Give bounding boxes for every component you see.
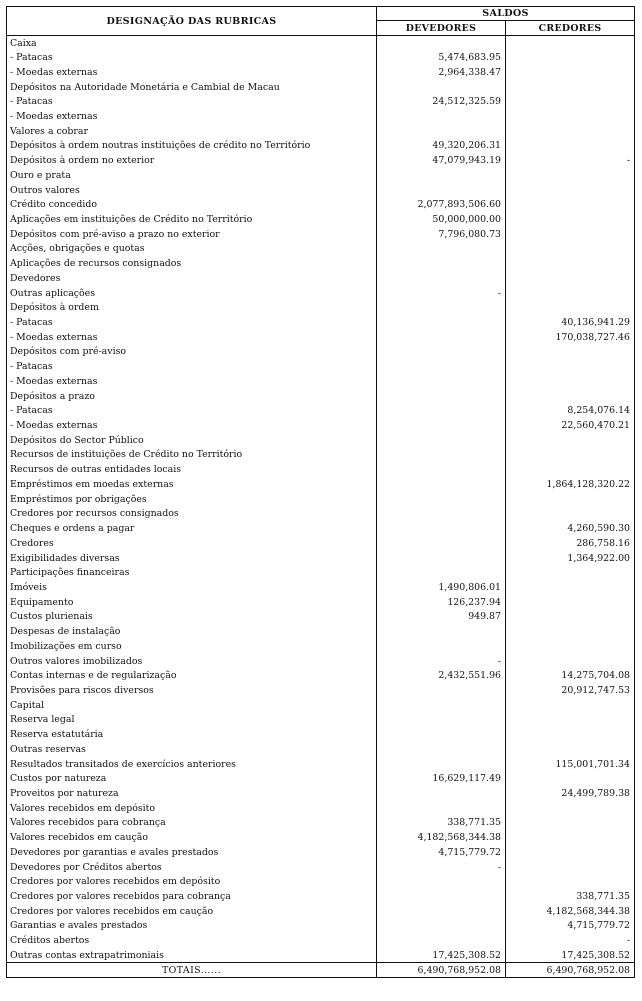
row-devedores: 50,000,000.00 xyxy=(377,212,506,227)
row-devedores xyxy=(377,256,506,271)
row-label: Provisões para riscos diversos xyxy=(7,683,377,698)
row-devedores: 47,079,943.19 xyxy=(377,153,506,168)
table-row xyxy=(7,654,635,669)
row-devedores xyxy=(377,551,506,566)
row-label: Resultados transitados de exercícios anteriores xyxy=(7,757,377,772)
row-credores xyxy=(506,727,635,742)
row-devedores: 24,512,325.59 xyxy=(377,94,506,109)
row-devedores xyxy=(377,536,506,551)
row-devedores: 17,425,308.52 xyxy=(377,948,506,963)
row-credores: 22,560,470.21 xyxy=(506,418,635,433)
row-devedores xyxy=(377,300,506,315)
row-label: Equipamento xyxy=(7,595,377,610)
row-devedores: 949.87 xyxy=(377,610,506,625)
row-credores xyxy=(506,36,635,51)
row-label: Depósitos na Autoridade Monetária e Cambial de Macau xyxy=(7,80,377,95)
table-row xyxy=(7,771,635,786)
table-row xyxy=(7,816,635,831)
row-label: - Moedas externas xyxy=(7,109,377,124)
row-label: - Patacas xyxy=(7,315,377,330)
row-credores xyxy=(506,227,635,242)
table-row xyxy=(7,727,635,742)
row-credores: 115,001,701.34 xyxy=(506,757,635,772)
balance-sheet-document xyxy=(6,6,634,978)
row-credores xyxy=(506,65,635,80)
row-credores xyxy=(506,565,635,580)
row-credores: 20,912,747.53 xyxy=(506,683,635,698)
row-devedores: - xyxy=(377,860,506,875)
row-label: Empréstimos por obrigações xyxy=(7,492,377,507)
row-credores xyxy=(506,874,635,889)
row-devedores: 5,474,683.95 xyxy=(377,50,506,65)
row-credores: 14,275,704.08 xyxy=(506,668,635,683)
row-credores xyxy=(506,742,635,757)
row-credores xyxy=(506,197,635,212)
row-devedores xyxy=(377,639,506,654)
row-label: Recursos de instituições de Crédito no Território xyxy=(7,448,377,463)
row-credores: 286,758.16 xyxy=(506,536,635,551)
row-devedores xyxy=(377,742,506,757)
row-label: Depósitos à ordem xyxy=(7,300,377,315)
table-row xyxy=(7,713,635,728)
row-credores xyxy=(506,507,635,522)
row-label: Recursos de outras entidades locais xyxy=(7,462,377,477)
totals-label: TOTAIS...... xyxy=(7,963,377,978)
row-credores xyxy=(506,109,635,124)
table-row xyxy=(7,845,635,860)
row-credores: 8,254,076.14 xyxy=(506,403,635,418)
row-devedores xyxy=(377,389,506,404)
row-devedores xyxy=(377,904,506,919)
table-row xyxy=(7,65,635,80)
row-devedores xyxy=(377,168,506,183)
row-credores xyxy=(506,713,635,728)
table-row xyxy=(7,742,635,757)
row-credores xyxy=(506,256,635,271)
row-devedores xyxy=(377,683,506,698)
table-row xyxy=(7,212,635,227)
row-credores xyxy=(506,183,635,198)
row-devedores: - xyxy=(377,286,506,301)
row-devedores xyxy=(377,933,506,948)
row-devedores: - xyxy=(377,654,506,669)
header-credores: CREDORES xyxy=(506,21,635,36)
row-devedores: 7,796,080.73 xyxy=(377,227,506,242)
row-label: Depósitos com pré-aviso xyxy=(7,345,377,360)
row-devedores xyxy=(377,448,506,463)
row-devedores xyxy=(377,507,506,522)
table-row xyxy=(7,183,635,198)
table-row xyxy=(7,786,635,801)
row-devedores xyxy=(377,124,506,139)
row-credores xyxy=(506,771,635,786)
row-credores xyxy=(506,124,635,139)
table-row xyxy=(7,624,635,639)
row-credores: 24,499,789.38 xyxy=(506,786,635,801)
row-credores xyxy=(506,94,635,109)
row-devedores: 4,715,779.72 xyxy=(377,845,506,860)
table-row xyxy=(7,860,635,875)
row-credores xyxy=(506,212,635,227)
row-devedores: 338,771.35 xyxy=(377,816,506,831)
row-credores xyxy=(506,801,635,816)
table-row xyxy=(7,698,635,713)
table-row xyxy=(7,448,635,463)
row-label: - Patacas xyxy=(7,94,377,109)
row-credores xyxy=(506,359,635,374)
row-label: Outras reservas xyxy=(7,742,377,757)
table-row xyxy=(7,109,635,124)
row-credores xyxy=(506,610,635,625)
row-label: Contas internas e de regularização xyxy=(7,668,377,683)
row-credores xyxy=(506,816,635,831)
table-row xyxy=(7,830,635,845)
table-row xyxy=(7,595,635,610)
row-credores xyxy=(506,845,635,860)
row-devedores: 126,237.94 xyxy=(377,595,506,610)
table-row xyxy=(7,286,635,301)
row-label: Devedores por garantias e avales prestados xyxy=(7,845,377,860)
row-credores: 17,425,308.52 xyxy=(506,948,635,963)
row-label: - Patacas xyxy=(7,403,377,418)
row-devedores xyxy=(377,36,506,51)
table-row xyxy=(7,153,635,168)
row-devedores xyxy=(377,433,506,448)
header-designacao: DESIGNAÇÃO DAS RUBRICAS xyxy=(7,7,377,36)
table-row xyxy=(7,124,635,139)
row-devedores: 4,182,568,344.38 xyxy=(377,830,506,845)
row-credores xyxy=(506,168,635,183)
row-label: Depósitos à ordem no exterior xyxy=(7,153,377,168)
row-label: Ouro e prata xyxy=(7,168,377,183)
table-row xyxy=(7,345,635,360)
row-label: Valores recebidos em depósito xyxy=(7,801,377,816)
table-row xyxy=(7,521,635,536)
table-row xyxy=(7,330,635,345)
row-label: Imóveis xyxy=(7,580,377,595)
table-row xyxy=(7,271,635,286)
table-row xyxy=(7,36,635,51)
row-devedores xyxy=(377,727,506,742)
totals-row xyxy=(7,963,635,978)
row-credores xyxy=(506,271,635,286)
row-label: Depósitos do Sector Público xyxy=(7,433,377,448)
row-credores xyxy=(506,448,635,463)
row-label: Aplicações de recursos consignados xyxy=(7,256,377,271)
row-devedores xyxy=(377,315,506,330)
row-credores: 4,182,568,344.38 xyxy=(506,904,635,919)
table-row xyxy=(7,477,635,492)
row-devedores xyxy=(377,889,506,904)
row-label: Outras aplicações xyxy=(7,286,377,301)
row-devedores xyxy=(377,698,506,713)
row-devedores xyxy=(377,492,506,507)
row-label: Devedores por Créditos abertos xyxy=(7,860,377,875)
row-devedores xyxy=(377,462,506,477)
table-row xyxy=(7,933,635,948)
row-devedores: 2,964,338.47 xyxy=(377,65,506,80)
totals-credores: 6,490,768,952.08 xyxy=(506,963,635,978)
table-row xyxy=(7,757,635,772)
row-label: Garantias e avales prestados xyxy=(7,919,377,934)
row-devedores xyxy=(377,477,506,492)
table-row xyxy=(7,315,635,330)
table-row xyxy=(7,536,635,551)
row-label: Custos plurienais xyxy=(7,610,377,625)
row-label: Devedores xyxy=(7,271,377,286)
row-label: Empréstimos em moedas externas xyxy=(7,477,377,492)
table-row xyxy=(7,639,635,654)
row-label: Outras contas extrapatrimoniais xyxy=(7,948,377,963)
table-row xyxy=(7,197,635,212)
row-devedores xyxy=(377,418,506,433)
row-devedores xyxy=(377,271,506,286)
row-credores: 1,864,128,320.22 xyxy=(506,477,635,492)
row-label: Credores xyxy=(7,536,377,551)
row-credores xyxy=(506,654,635,669)
table-row xyxy=(7,610,635,625)
header-saldos: SALDOS xyxy=(377,7,635,21)
row-label: Despesas de instalação xyxy=(7,624,377,639)
row-devedores xyxy=(377,757,506,772)
row-devedores xyxy=(377,624,506,639)
row-devedores xyxy=(377,109,506,124)
totals-devedores: 6,490,768,952.08 xyxy=(377,963,506,978)
row-credores xyxy=(506,374,635,389)
row-label: - Patacas xyxy=(7,50,377,65)
table-row xyxy=(7,551,635,566)
row-credores xyxy=(506,580,635,595)
table-row xyxy=(7,801,635,816)
row-devedores: 2,077,893,506.60 xyxy=(377,197,506,212)
row-label: Depósitos à ordem noutras instituições de crédito no Território xyxy=(7,139,377,154)
row-label: Crédito concedido xyxy=(7,197,377,212)
row-label: Outros valores xyxy=(7,183,377,198)
table-row xyxy=(7,683,635,698)
row-devedores: 1,490,806.01 xyxy=(377,580,506,595)
row-devedores xyxy=(377,521,506,536)
table-row xyxy=(7,359,635,374)
row-credores: 40,136,941.29 xyxy=(506,315,635,330)
row-credores xyxy=(506,462,635,477)
table-row xyxy=(7,919,635,934)
row-label: Valores a cobrar xyxy=(7,124,377,139)
row-devedores xyxy=(377,403,506,418)
row-credores: - xyxy=(506,933,635,948)
row-credores xyxy=(506,242,635,257)
row-credores: 4,715,779.72 xyxy=(506,919,635,934)
table-row xyxy=(7,889,635,904)
row-devedores xyxy=(377,919,506,934)
row-devedores xyxy=(377,330,506,345)
row-label: Credores por valores recebidos em caução xyxy=(7,904,377,919)
row-credores xyxy=(506,595,635,610)
row-label: - Moedas externas xyxy=(7,65,377,80)
row-label: Credores por recursos consignados xyxy=(7,507,377,522)
row-credores xyxy=(506,639,635,654)
table-row xyxy=(7,904,635,919)
row-devedores xyxy=(377,786,506,801)
table-row xyxy=(7,565,635,580)
row-credores xyxy=(506,139,635,154)
row-credores: 1,364,922.00 xyxy=(506,551,635,566)
table-row xyxy=(7,80,635,95)
row-devedores: 49,320,206.31 xyxy=(377,139,506,154)
row-label: Valores recebidos para cobrança xyxy=(7,816,377,831)
table-row xyxy=(7,948,635,963)
row-label: Reserva estatutária xyxy=(7,727,377,742)
balance-table xyxy=(6,6,635,978)
row-credores xyxy=(506,286,635,301)
row-credores xyxy=(506,50,635,65)
table-row xyxy=(7,668,635,683)
row-label: Custos por natureza xyxy=(7,771,377,786)
row-devedores xyxy=(377,874,506,889)
table-row xyxy=(7,462,635,477)
row-devedores xyxy=(377,183,506,198)
table-row xyxy=(7,403,635,418)
row-credores xyxy=(506,433,635,448)
table-row xyxy=(7,507,635,522)
table-row xyxy=(7,580,635,595)
table-body xyxy=(7,36,635,963)
table-row xyxy=(7,389,635,404)
row-credores xyxy=(506,300,635,315)
row-credores xyxy=(506,830,635,845)
row-devedores xyxy=(377,801,506,816)
table-row xyxy=(7,168,635,183)
table-row xyxy=(7,50,635,65)
row-label: Exigibilidades diversas xyxy=(7,551,377,566)
row-credores xyxy=(506,80,635,95)
row-devedores xyxy=(377,345,506,360)
row-label: - Moedas externas xyxy=(7,374,377,389)
row-devedores xyxy=(377,80,506,95)
row-label: Cheques e ordens a pagar xyxy=(7,521,377,536)
row-label: Créditos abertos xyxy=(7,933,377,948)
row-credores: 4,260,590.30 xyxy=(506,521,635,536)
row-label: Imobilizações em curso xyxy=(7,639,377,654)
row-credores xyxy=(506,345,635,360)
row-credores: 170,038,727.46 xyxy=(506,330,635,345)
table-row xyxy=(7,433,635,448)
row-label: Outros valores imobilizados xyxy=(7,654,377,669)
row-label: Caixa xyxy=(7,36,377,51)
row-label: - Moedas externas xyxy=(7,330,377,345)
row-devedores xyxy=(377,359,506,374)
row-credores xyxy=(506,698,635,713)
header-devedores: DEVEDORES xyxy=(377,21,506,36)
row-credores xyxy=(506,389,635,404)
row-label: Acções, obrigações e quotas xyxy=(7,242,377,257)
row-devedores xyxy=(377,374,506,389)
table-row xyxy=(7,256,635,271)
row-credores: - xyxy=(506,153,635,168)
row-devedores xyxy=(377,242,506,257)
table-row xyxy=(7,242,635,257)
row-label: - Moedas externas xyxy=(7,418,377,433)
table-row xyxy=(7,300,635,315)
row-credores xyxy=(506,624,635,639)
row-credores: 338,771.35 xyxy=(506,889,635,904)
row-label: Capital xyxy=(7,698,377,713)
row-label: Credores por valores recebidos em depósito xyxy=(7,874,377,889)
row-label: Aplicações em instituições de Crédito no Território xyxy=(7,212,377,227)
row-credores xyxy=(506,492,635,507)
table-row xyxy=(7,374,635,389)
row-devedores: 2,432,551.96 xyxy=(377,668,506,683)
row-label: Reserva legal xyxy=(7,713,377,728)
row-credores xyxy=(506,860,635,875)
row-devedores xyxy=(377,565,506,580)
table-row xyxy=(7,492,635,507)
row-label: Proveitos por natureza xyxy=(7,786,377,801)
table-row xyxy=(7,418,635,433)
row-devedores xyxy=(377,713,506,728)
row-label: Valores recebidos em caução xyxy=(7,830,377,845)
row-label: Depósitos a prazo xyxy=(7,389,377,404)
table-row xyxy=(7,94,635,109)
table-row xyxy=(7,874,635,889)
row-label: Depósitos com pré-aviso a prazo no exterior xyxy=(7,227,377,242)
table-row xyxy=(7,227,635,242)
table-row xyxy=(7,139,635,154)
row-label: Credores por valores recebidos para cobrança xyxy=(7,889,377,904)
row-label: - Patacas xyxy=(7,359,377,374)
row-devedores: 16,629,117.49 xyxy=(377,771,506,786)
row-label: Participações financeiras xyxy=(7,565,377,580)
